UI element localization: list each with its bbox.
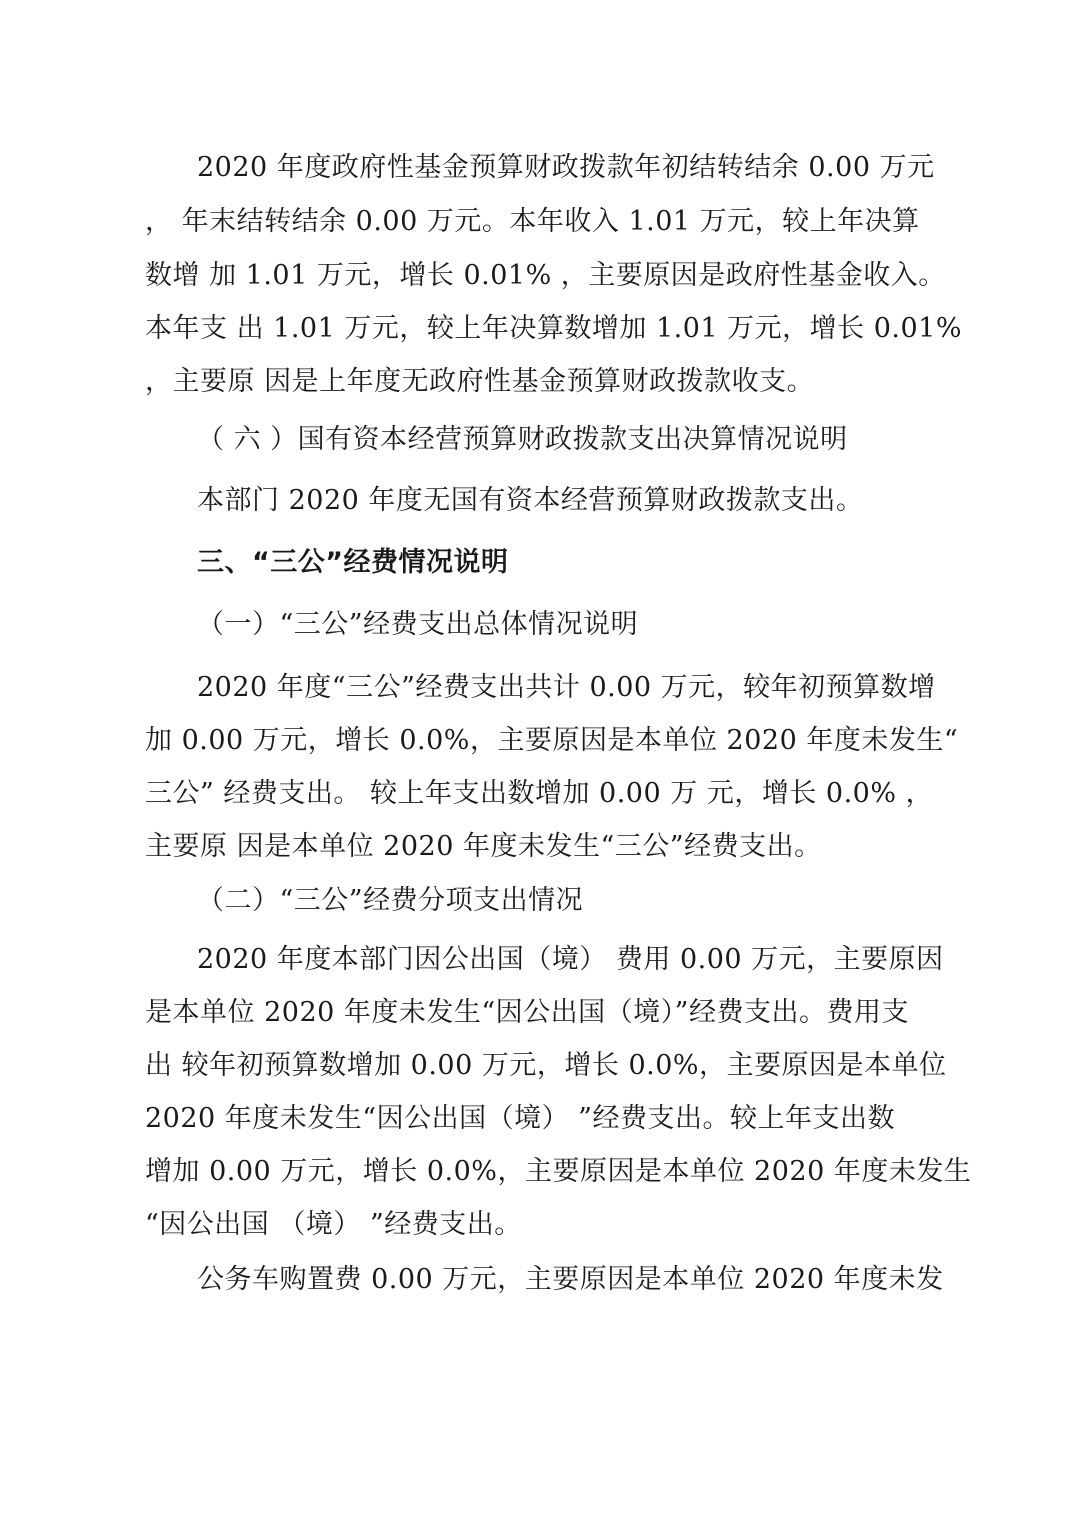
subsection-heading-2: （二）“三公”经费分项支出情况 [197, 885, 584, 916]
paragraph-line-20: “因公出国 （境） ”经费支出。 [145, 1209, 522, 1240]
paragraph-line-5: ，主要原 因是上年度无政府性基金预算财政拨款收支。 [145, 366, 815, 397]
paragraph-line-19: 增加 0.00 万元，增长 0.0%，主要原因是本单位 2020 年度未发生 [145, 1156, 972, 1187]
paragraph-line-17: 出 较年初预算数增加 0.00 万元，增长 0.0%，主要原因是本单位 [145, 1050, 947, 1081]
paragraph-line-13: 主要原 因是本单位 2020 年度未发生“三公”经费支出。 [145, 831, 822, 862]
paragraph-line-4: 本年支 出 1.01 万元，较上年决算数增加 1.01 万元，增长 0.01% [145, 313, 963, 344]
paragraph-line-10: 2020 年度“三公”经费支出共计 0.00 万元，较年初预算数增 [197, 672, 936, 703]
paragraph-line-16: 是本单位 2020 年度未发生“因公出国（境）”经费支出。费用支 [145, 997, 909, 1028]
paragraph-line-15: 2020 年度本部门因公出国（境） 费用 0.00 万元，主要原因 [197, 944, 944, 975]
paragraph-line-21: 公务车购置费 0.00 万元，主要原因是本单位 2020 年度未发 [197, 1264, 944, 1295]
subsection-heading-6: （ 六 ）国有资本经营预算财政拨款支出决算情况说明 [197, 424, 848, 455]
paragraph-line-12: 三公” 经费支出。 较上年支出数增加 0.00 万 元，增长 0.0% ， [145, 778, 934, 809]
paragraph-line-18: 2020 年度未发生“因公出国（境） ”经费支出。较上年支出数 [145, 1103, 895, 1134]
paragraph-line-7: 本部门 2020 年度无国有资本经营预算财政拨款支出。 [197, 485, 864, 516]
paragraph-line-3: 数增 加 1.01 万元，增长 0.01% ，主要原因是政府性基金收入。 [145, 260, 946, 291]
paragraph-line-1: 2020 年度政府性基金预算财政拨款年初结转结余 0.00 万元 [197, 152, 935, 183]
paragraph-line-2: ， 年末结转结余 0.00 万元。本年收入 1.01 万元，较上年决算 [145, 206, 920, 237]
paragraph-line-11: 加 0.00 万元，增长 0.0%，主要原因是本单位 2020 年度未发生“ [145, 725, 959, 756]
section-heading-3: 三、“三公”经费情况说明 [197, 547, 509, 578]
subsection-heading-1: （一）“三公”经费支出总体情况说明 [197, 609, 639, 640]
